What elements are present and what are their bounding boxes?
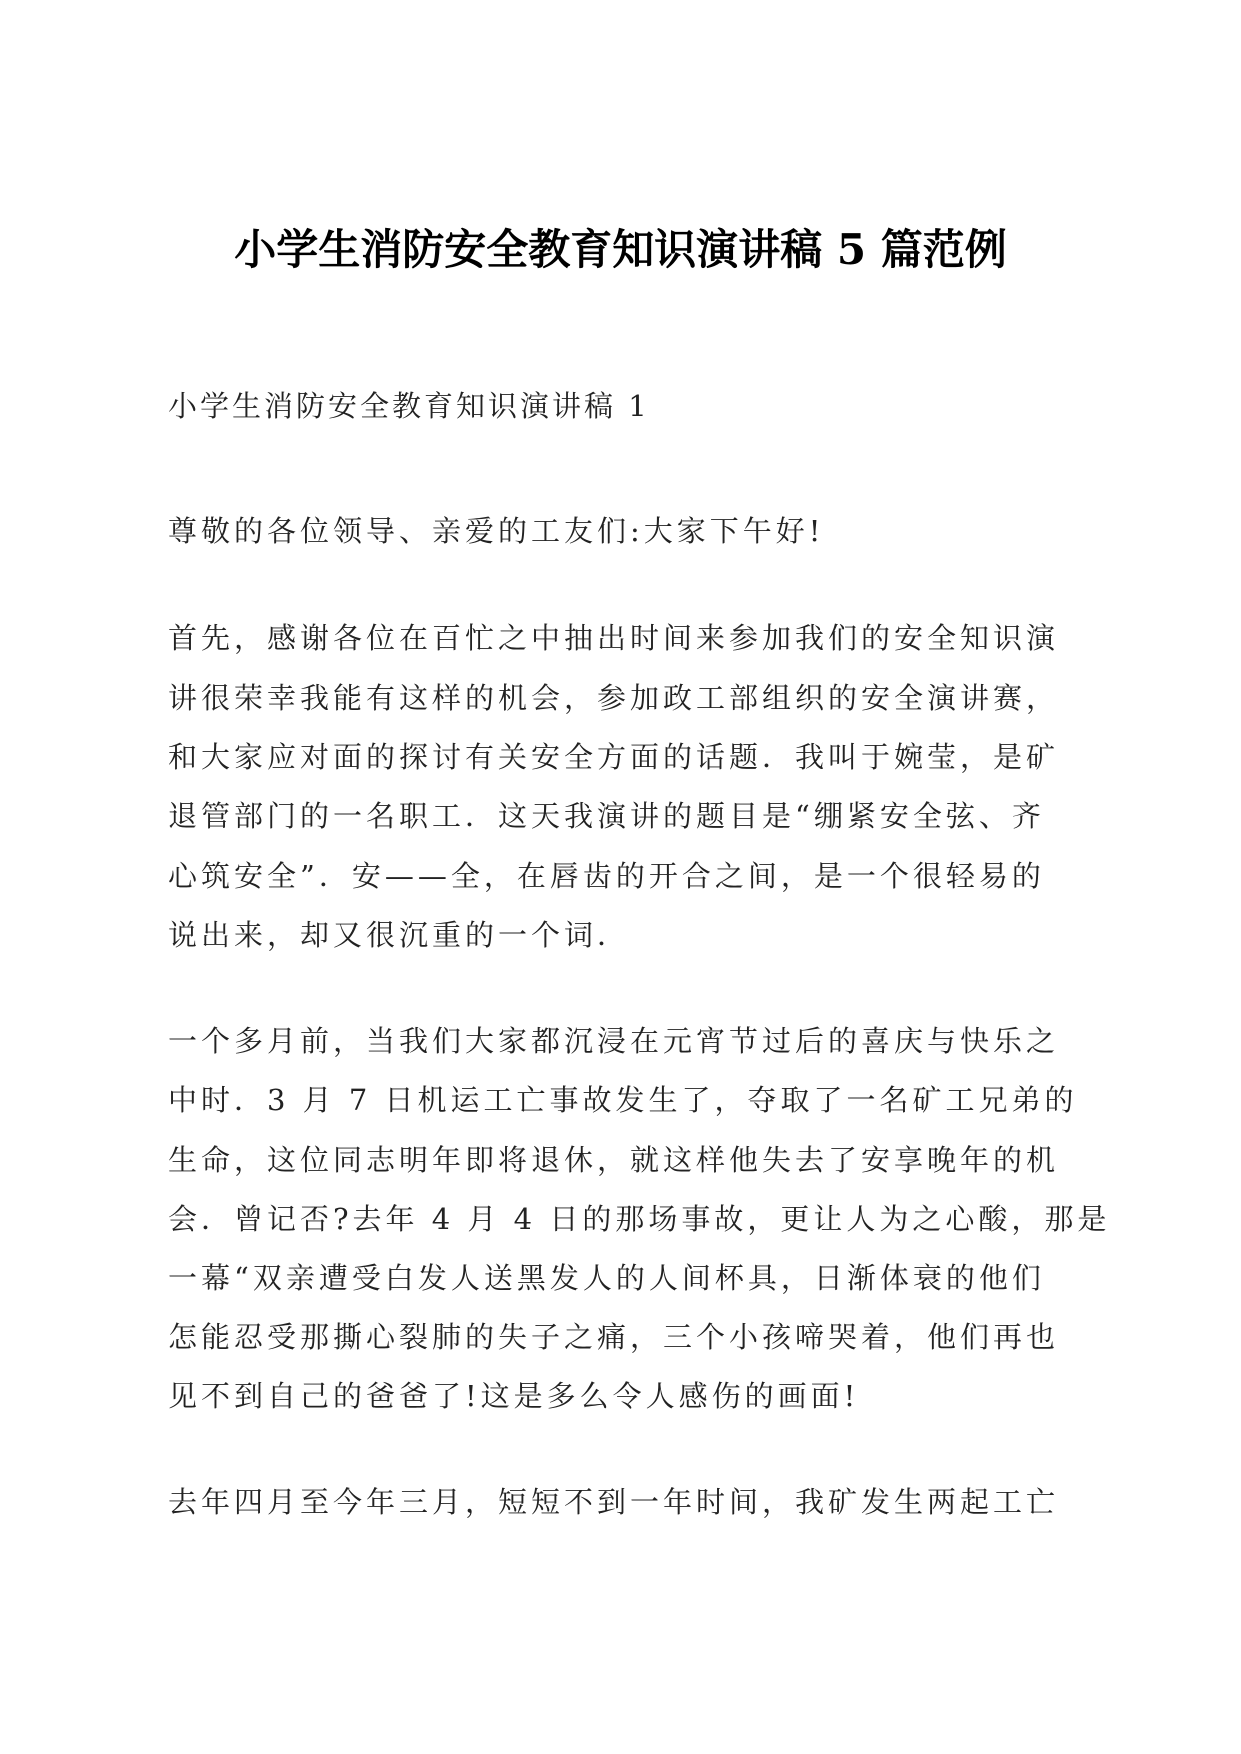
greeting-line: 尊敬的各位领导、亲爱的工友们:大家下午好! [168,514,825,548]
paragraph-1-line-6: 说出来，却又很沉重的一个词． [168,918,631,952]
paragraph-2-line-6: 怎能忍受那撕心裂肺的失子之痛，三个小孩啼哭着，他们再也 [168,1320,1060,1354]
paragraph-3-line-1: 去年四月至今年三月，短短不到一年时间，我矿发生两起工亡 [168,1485,1060,1519]
paragraph-1-line-3: 和大家应对面的探讨有关安全方面的话题．我叫于婉莹，是矿 [168,740,1060,774]
paragraph-1-line-5: 心筑安全”．安——全，在唇齿的开合之间，是一个很轻易的 [168,859,1045,893]
document-title: 小学生消防安全教育知识演讲稿 5 篇范例 [234,225,1007,274]
paragraph-2-line-5: 一幕“双亲遭受白发人送黑发人的人间杯具，日渐体衰的他们 [168,1261,1045,1295]
paragraph-2-line-4: 会．曾记否?去年 4 月 4 日的那场事故，更让人为之心酸，那是 [168,1202,1111,1236]
paragraph-2-line-1: 一个多月前，当我们大家都沉浸在元宵节过后的喜庆与快乐之 [168,1024,1060,1058]
paragraph-1-line-2: 讲很荣幸我能有这样的机会，参加政工部组织的安全演讲赛， [168,681,1060,715]
paragraph-2-line-7: 见不到自己的爸爸了!这是多么令人感伤的画面! [168,1379,860,1413]
paragraph-2-line-2: 中时．3 月 7 日机运工亡事故发生了，夺取了一名矿工兄弟的 [168,1083,1078,1117]
paragraph-1-line-1: 首先，感谢各位在百忙之中抽出时间来参加我们的安全知识演 [168,621,1060,655]
paragraph-1-line-4: 退管部门的一名职工．这天我演讲的题目是“绷紧安全弦、齐 [168,799,1045,833]
speech-heading: 小学生消防安全教育知识演讲稿 1 [168,389,650,423]
paragraph-2-line-3: 生命，这位同志明年即将退休，就这样他失去了安享晚年的机 [168,1143,1060,1177]
